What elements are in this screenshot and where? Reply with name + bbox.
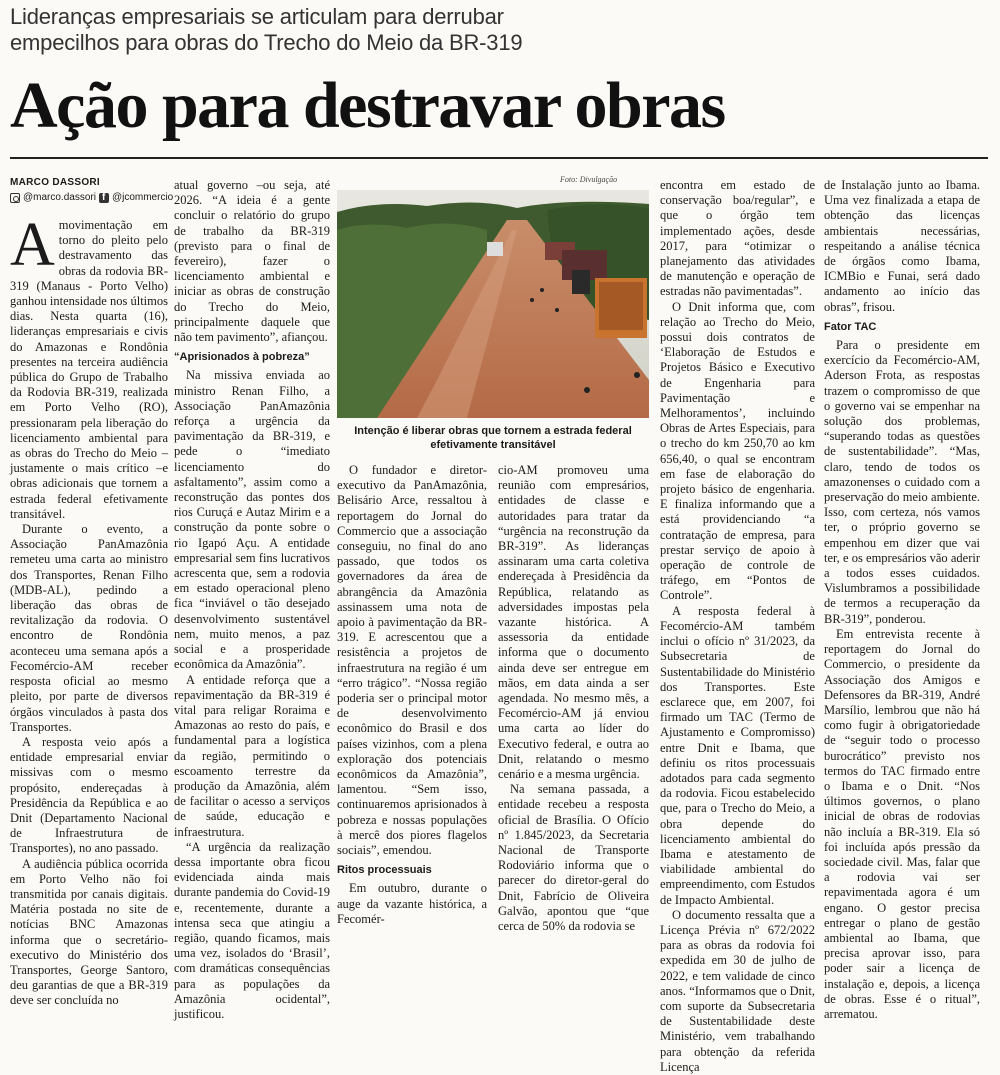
- headline: Ação para destravar obras: [10, 69, 725, 142]
- paragraph: Para o presidente em exercício da Fecomércio-AM, Aderson Frota, as respostas trazem o compromisso de que o governo vai se empenhar na solução dos problemas, “superando todas as questões de sustentabilidade”. “Mas, claro, tendo de todos os amazonenses o cuidado com a preservação do meio ambiente. Isso, com certeza, nós vamos ter, o próprio governo se empenhou em dizer que vai ter, e os empresários vão aderir a todos esses cuidados. Vislumbramos a possibilidade de termos a recuperação da BR-319”, ponderou.: [824, 338, 980, 626]
- paragraph: Durante o evento, a Associação PanAmazônia remeteu uma carta ao ministro dos Transportes, Renan Filho (MDB-AL), pedindo a liberação das obras de revitalização da rodovia. O encontro de Rondônia aconteceu uma semana após a Fecomércio-AM receber resposta oficial ao mesmo pleito, por parte de diversos órgãos vinculados à pasta dos Transportes.: [10, 522, 168, 734]
- paragraph: O documento ressalta que a Licença Prévia nº 672/2022 para as obras da rodovia foi expedida em 30 de julho de 2022, e tem validade de cinco anos. “Informamos que o Dnit, com suporte da Subsecretaria de Sustentabilidade deste Ministério, vem trabalhando para obtenção da referida Licença: [660, 907, 815, 1074]
- article-column-6: [824, 178, 980, 1021]
- article-column-1: [10, 211, 168, 1008]
- instagram-icon: [10, 193, 20, 203]
- paragraph: O Dnit informa que, com relação ao Trecho do Meio, possui dois contratos de ‘Elaboração de Estudos e Projetos Básico e Executivo de Engenharia para Pavimentação e Melhoramentos’, incluindo Obras de Artes Especiais, para o trecho do km 250,70 ao km 656,40, o qual se encontram em fase de elaboração do projeto básico de engenharia. E finaliza informando que a está providenciando “a contratação de empresa, para prestar serviço de apoio à operação de controle de tráfego, em “Pontos de Controle”.: [660, 299, 815, 603]
- paragraph: Amovimentação em torno do pleito pelo destravamento das obras da rodovia BR-319 (Manaus - Porto Velho) ganhou intensidade nos últimos dias. Nesta quarta (16), lideranças empresariais e civis do Amazonas e Rondônia presentes na terceira audiência pública do Grupo de Trabalho da Rodovia BR-319, realizada em Porto Velho (RO), pressionaram pela liberação do licenciamento ambiental para as obras do Trecho do Meio –justamente o mais crítico –e obras adicionais que tornem a estrada federal efetivamente transitável.: [10, 211, 168, 521]
- article-column-5: [660, 178, 815, 1074]
- dropcap: A: [10, 211, 55, 279]
- facebook-icon: [99, 193, 109, 203]
- paragraph: A resposta federal à Fecomércio-AM também inclui o ofício nº 31/2023, da Subsecretaria de Sustentabilidade do Ministério dos Transportes. Este esclarece que, em 2007, foi firmado um TAC (Termo de Ajustamento e Compromisso) entre Dnit e Ibama, que definiu os ritos processuais adotados para cada segmento da rodovia. Ficou estabelecido que, para o Trecho do Meio, a obra depende do licenciamento ambiental do Ibama e atestamento de viabilidade ambiental do empreendimento, com Estudos de Impacto Ambiental.: [660, 603, 815, 907]
- road-photo-image: [337, 190, 649, 418]
- article-column-4: [498, 463, 649, 934]
- photo-credit: Foto: Divulgação: [560, 175, 618, 184]
- paragraph: encontra em estado de conservação boa/regular”, e que o órgão tem implementado ações, desde 2017, para “otimizar o planejamento das atividades de manutenção e operação de estradas não pavimentadas”.: [660, 178, 815, 299]
- byline-social: [10, 192, 173, 203]
- paragraph: Na semana passada, a entidade recebeu a resposta oficial de Brasília. O Ofício nº 1.845/2023, da Secretaria Nacional de Transporte Rodoviário informa que o parecer do diretor-geral do Dnit, Fabrício de Oliveira Galvão, apontou que “que cerca de 50% da rodovia se: [498, 782, 649, 934]
- facebook-handle: @jcommercio: [111, 192, 174, 203]
- paragraph: A entidade reforça que a repavimentação da BR-319 é vital para religar Roraima e Amazonas ao resto do país, e fundamental para a logística da região, permitindo o escoamento terrestre da produção da Amazônia, além de facilitar o acesso a serviços de saúde, educação e infraestrutura.: [174, 672, 330, 839]
- kicker: Lideranças empresariais se articulam para derrubar empecilhos para obras do Trecho do Meio da BR-319: [10, 4, 523, 55]
- subheading: Fator TAC: [824, 320, 877, 333]
- paragraph: “A urgência da realização dessa importante obra ficou evidenciada ainda mais durante pandemia do Covid-19 e, recentemente, durante a intensa seca que atingiu a região, quando ficamos, mais uma vez, isolados do ‘Brasil’, com dramáticas consequências para as populações da Amazônia ocidental”, justificou.: [174, 839, 330, 1021]
- paragraph: A resposta veio após a entidade empresarial enviar missivas com o mesmo propósito, endereçadas à Presidência da República e ao Dnit (Departamento Nacional de Infraestrutura de Transportes), no ano passado.: [10, 734, 168, 856]
- byline-author: MARCO DASSORI: [10, 177, 101, 188]
- subheading: “Aprisionados à pobreza”: [174, 351, 310, 364]
- article-column-2: [174, 178, 330, 1021]
- paragraph: O fundador e diretor-executivo da PanAmazônia, Belisário Arce, ressaltou à reportagem do Jornal do Commercio que a associação conseguiu, no final do ano passado, que todos os governadores da área de abrangência da Amazônia assinassem uma nota de apoio à pavimentação da BR-319. E acrescentou que a resistência a projetos de infraestrutura na região é um “erro trágico”. “Nossa região poderia ser o principal motor de desenvolvimento econômico do Brasil e dos países vizinhos, com a plena exploração dos potenciais econômicos da Amazônia”, lamentou. “Sem isso, continuaremos aprisionados à pobreza e nossas populações à mercê dos piores flagelos sociais”, emendou.: [337, 463, 487, 858]
- paragraph: A audiência pública ocorrida em Porto Velho não foi transmitida por canais digitais. Matéria postada no site de notícias BNC Amazonas informa que o secretário-executivo do Ministério dos Transportes, George Santoro, deu garantias de que a BR-319 deve ser concluída no: [10, 856, 168, 1008]
- headline-rule: [10, 157, 988, 159]
- paragraph: de Instalação junto ao Ibama. Uma vez finalizada a etapa de obtenção das licenças ambientais necessárias, respeitando a análise técnica de órgãos como Ibama, ICMBio e Funai, será dado andamento ao início das obras”, frisou.: [824, 178, 980, 314]
- article-column-3: [337, 463, 487, 926]
- photo-caption: Intenção é liberar obras que tornem a estrada federal efetivamente transitável: [354, 425, 632, 451]
- subheading: Ritos processuais: [337, 864, 432, 877]
- instagram-handle: @marco.dassori: [23, 192, 96, 203]
- paragraph: atual governo –ou seja, até 2026. “A ideia é a gente concluir o relatório do grupo de trabalho da BR-319 (previsto para o final de fevereiro), fazer o licenciamento ambiental e iniciar as obras de construção do Trecho do Meio, principalmente daquele que não tem pavimento”, afiançou.: [174, 178, 330, 345]
- paragraph: Em outubro, durante o auge da vazante histórica, a Fecomér-: [337, 881, 487, 926]
- paragraph: cio-AM promoveu uma reunião com empresários, entidades de classe e autoridades para tratar da “urgência na reconstrução da BR-319”. As lideranças assinaram uma carta coletiva endereçada à Presidência da República, relatando as adversidades impostas pela vazante histórica. A assessoria da entidade informa que o documento ainda deve ser entregue em mãos, em data ainda a ser agendada. No mesmo mês, a Fecomércio-AM já enviou uma carta ao líder do Executivo federal, e outra ao Dnit, relatando o mesmo cenário e a mesma urgência.: [498, 463, 649, 782]
- road-photo: [337, 190, 649, 418]
- paragraph: Em entrevista recente à reportagem do Jornal do Commercio, o presidente da Associação dos Amigos e Defensores da BR-319, André Marsílio, lembrou que não há como fugir à obrigatoriedade de “seguir todo o processo burocrático” previsto nos termos do TAC firmado entre o Ibama e o Dnit. “Nos últimos governos, o plano inicial de obras de rodovias não incluía a BR-319. Ela só foi incluída após pressão da sociedade civil. Mas, falar que a rodovia vai ser repavimentada agora é um engano. O gestor precisa entregar o plano de gestão ambiental ao Ibama, que precisa aprovar isso, para poder sair a licença de instalação e, depois, a licença de obras. Esse é o ritual”, arrematou.: [824, 626, 980, 1021]
- paragraph: Na missiva enviada ao ministro Renan Filho, a Associação PanAmazônia reforça a urgência da pavimentação da BR-319, e pede o “imediato licenciamento do asfaltamento”, assim como a reconstrução das pontes dos rios Curuçá e Autaz Mirim e a construção da ponte sobre o rio Igapó Açu. A entidade empresarial sem fins lucrativos acrescenta que, sem a rodovia em estado operacional pleno fica “inviável o tão desejado desenvolvimento sustentável nem, muito menos, a paz social e a prosperidade econômica da Amazônia”.: [174, 368, 330, 672]
